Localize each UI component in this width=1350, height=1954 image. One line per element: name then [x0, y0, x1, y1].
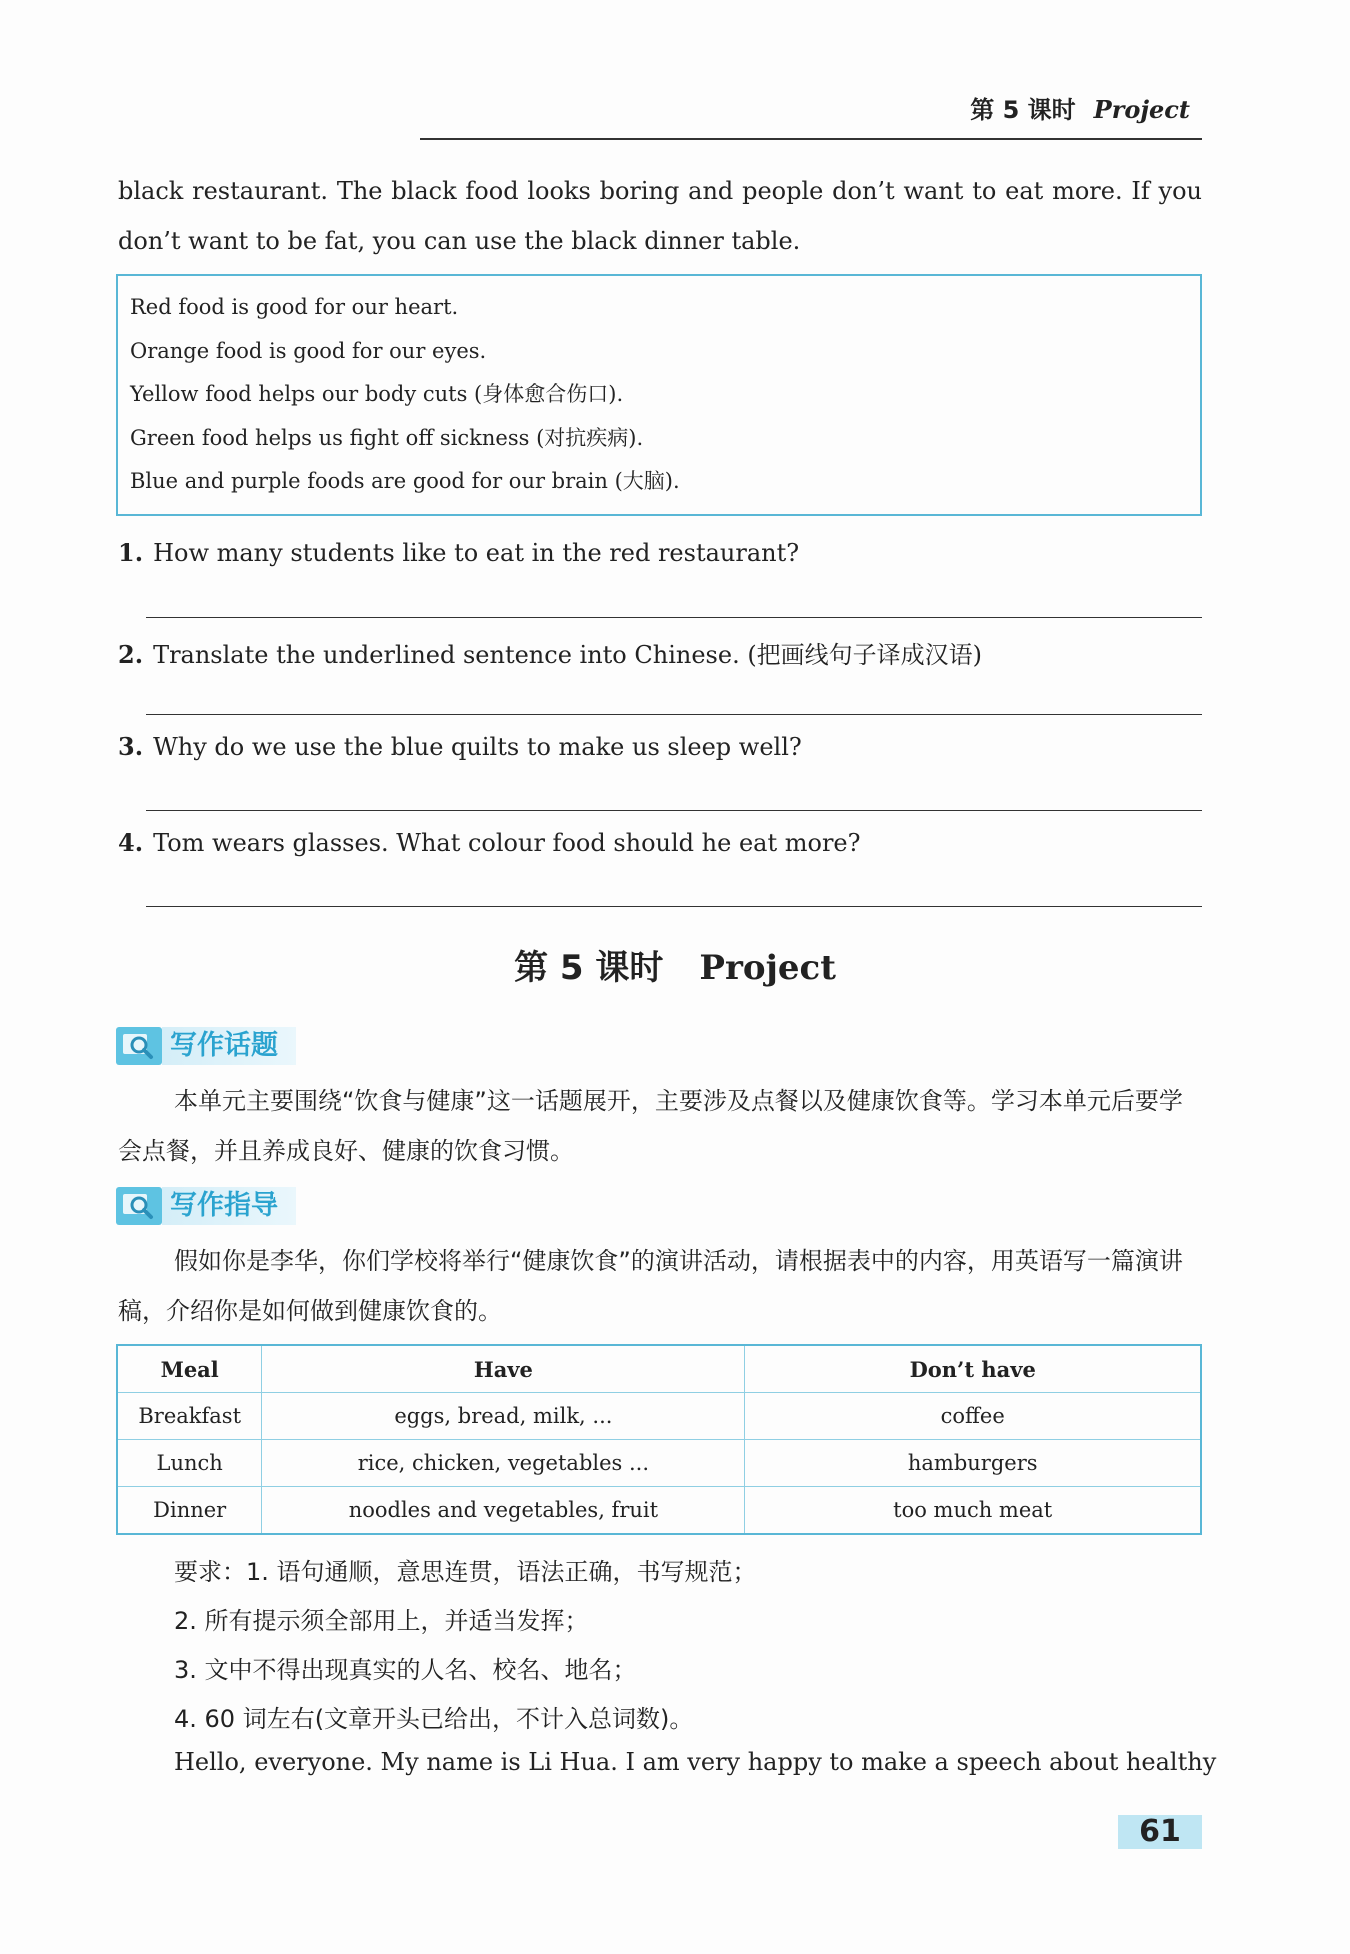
requirement-line: 要求：1. 语句通顺，意思连贯，语法正确，书写规范；	[174, 1558, 757, 1586]
table-cell: hamburgers	[745, 1440, 1201, 1487]
table-row	[117, 1393, 1201, 1440]
question-2	[118, 635, 1202, 670]
question-number: 3.	[118, 732, 144, 761]
guide-paragraph: 假如你是李华，你们学校将举行“健康饮食”的演讲活动，请根据表中的内容，用英语写一篇演讲稿，介绍你是如何做到健康饮食的。	[118, 1247, 1183, 1325]
answer-line-1[interactable]	[146, 617, 1202, 618]
table-cell: noodles and vegetables, fruit	[262, 1487, 745, 1535]
requirement-line: 3. 文中不得出现真实的人名、校名、地名；	[174, 1656, 637, 1684]
section-label: 写作指导	[162, 1187, 296, 1225]
table-header-row	[117, 1345, 1201, 1393]
passage-continuation: black restaurant. The black food looks boring and people don’t want to eat more. If you don’t want to be fat, you can use the black dinner table.	[118, 177, 1202, 255]
requirement-line: 4. 60 词左右(文章开头已给出，不计入总词数)。	[174, 1705, 694, 1733]
lesson-title-cn: 第 5 课时	[514, 948, 664, 988]
question-text: Tom wears glasses. What colour food should he eat more?	[153, 829, 861, 857]
tip-line: Green food helps us fight off sickness (对抗疾病).	[130, 425, 644, 450]
table-cell: rice, chicken, vegetables ...	[262, 1440, 745, 1487]
question-3	[118, 732, 1202, 761]
table-cell: too much meat	[745, 1487, 1201, 1535]
section-head-topic	[116, 1026, 296, 1066]
magnifier-icon	[116, 1187, 162, 1225]
magnifier-icon	[116, 1027, 162, 1065]
table-cell: coffee	[745, 1393, 1201, 1440]
table-cell: eggs, bread, milk, ...	[262, 1393, 745, 1440]
tip-line: Red food is good for our heart.	[130, 295, 459, 319]
question-text: Why do we use the blue quilts to make us sleep well?	[153, 733, 802, 761]
question-text: How many students like to eat in the red restaurant?	[153, 539, 800, 567]
answer-line-2[interactable]	[146, 714, 1202, 715]
tip-line: Orange food is good for our eyes.	[130, 338, 487, 363]
question-4	[118, 828, 1202, 857]
page-number: 61	[1118, 1815, 1202, 1849]
tip-line: Yellow food helps our body cuts (身体愈合伤口).	[130, 382, 624, 406]
running-header	[420, 88, 1202, 140]
question-number: 2.	[118, 640, 144, 669]
column-header: Have	[262, 1345, 745, 1393]
requirement-line: 2. 所有提示须全部用上，并适当发挥；	[174, 1607, 589, 1635]
section-head-guide	[116, 1186, 296, 1226]
question-number: 1.	[118, 538, 144, 567]
table-cell: Breakfast	[117, 1393, 262, 1440]
section-label: 写作话题	[162, 1027, 296, 1065]
question-text: Translate the underlined sentence into Chinese. (把画线句子译成汉语)	[153, 641, 983, 669]
tip-box	[116, 274, 1202, 516]
answer-line-3[interactable]	[146, 810, 1202, 811]
speech-opening: Hello, everyone. My name is Li Hua. I am very happy to make a speech about healthy	[174, 1748, 1217, 1776]
column-header: Meal	[117, 1345, 262, 1393]
question-number: 4.	[118, 828, 144, 857]
answer-line-4[interactable]	[146, 906, 1202, 907]
topic-paragraph: 本单元主要围绕“饮食与健康”这一话题展开，主要涉及点餐以及健康饮食等。学习本单元后要学会点餐，并且养成良好、健康的饮食习惯。	[118, 1087, 1183, 1165]
table-row	[117, 1487, 1201, 1535]
table-cell: Lunch	[117, 1440, 262, 1487]
meal-table	[116, 1344, 1202, 1535]
running-header-text	[970, 90, 1190, 125]
table-cell: Dinner	[117, 1487, 262, 1535]
column-header: Don’t have	[745, 1345, 1201, 1393]
header-lesson-cn: 第 5 课时	[970, 96, 1076, 124]
lesson-title	[0, 940, 1350, 989]
header-lesson-en: Project	[1093, 95, 1190, 124]
question-1	[118, 538, 1202, 567]
table-row	[117, 1440, 1201, 1487]
lesson-title-en: Project	[699, 948, 836, 988]
tip-line: Blue and purple foods are good for our brain (大脑).	[130, 469, 680, 493]
